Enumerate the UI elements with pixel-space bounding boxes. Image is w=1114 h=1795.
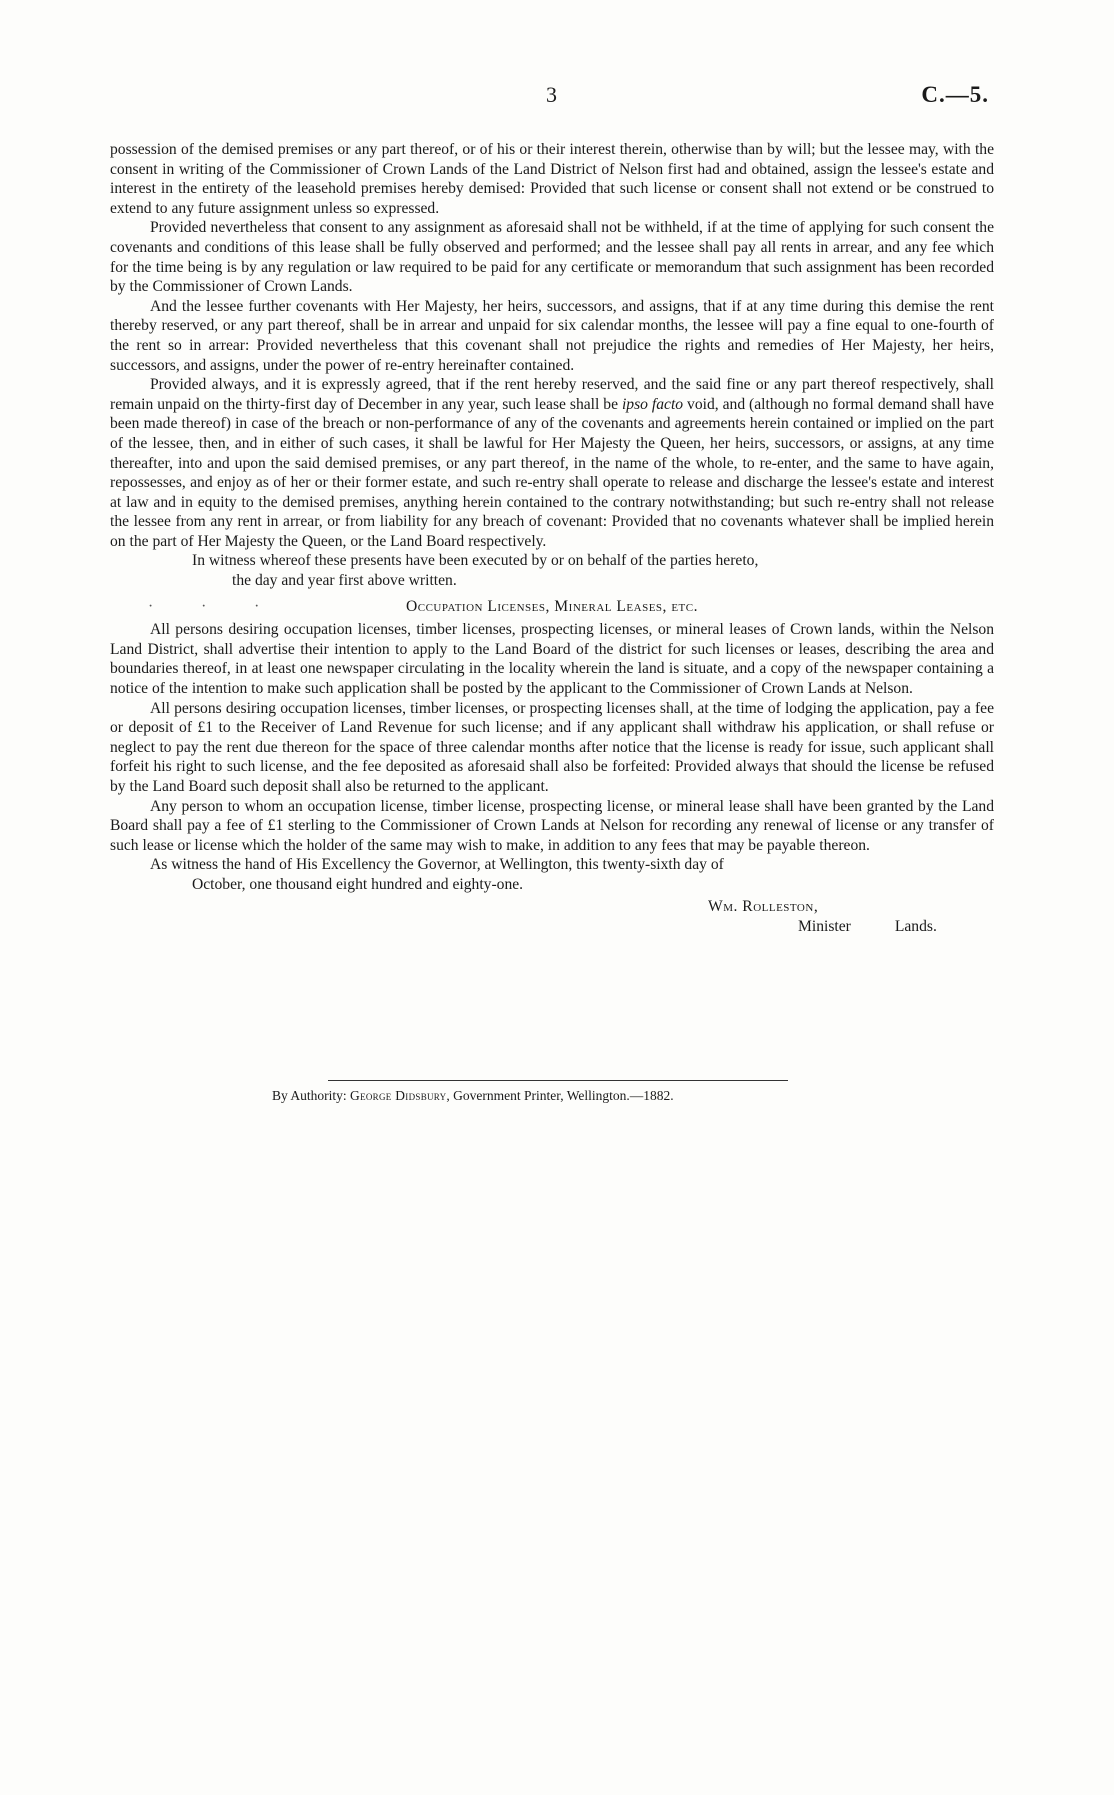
signatory-title-b: Lands.: [894, 917, 937, 935]
document-body: [110, 140, 994, 941]
governor-witness-line-1: As witness the hand of His Excellency the Governor, at Wellington, this twenty-sixth day of: [150, 856, 724, 874]
imprint-suffix: , Government Printer, Wellington.—1882.: [446, 1088, 674, 1103]
paragraph-advertise: All persons desiring occupation licenses, timber licenses, prospecting licenses, or mineral leases of Crown lands, within the Nelson Land District, shall advertise their intention to apply to the Land Board of the district for such licenses or leases, describing the area and boundaries thereof, in at least one newspaper circulating in the locality wherein the land is situate, and a copy of the newspaper containing a notice of the intention to make such application shall be posted by the applicant to the Commissioner of Crown Lands at Nelson.: [110, 621, 994, 698]
signature-block: [110, 897, 994, 941]
ipso-facto-italic: ipso facto: [621, 395, 684, 413]
paragraph-reentry: [110, 375, 994, 551]
signatory-title: [798, 917, 937, 937]
heading-dots: · · ·: [148, 597, 282, 615]
paragraph-assignment: possession of the demised premises or any part thereof, or of his or their interest therein, otherwise than by will; but the lessee may, with the consent in writing of the Commissioner of Crown Lands of the Land District of Nelson first had and obtained, assign the lessee's estate and interest in the entirety of the leasehold premises hereby demised: Provided that such license or consent shall not extend or be construed to extend to any future assignment unless so expressed.: [110, 141, 994, 217]
witness-line-2: the day and year first above written.: [232, 572, 457, 590]
document-code: C.—5.: [921, 82, 989, 107]
imprint-prefix: By Authority:: [272, 1088, 351, 1103]
printer-name: George Didsbury: [350, 1088, 447, 1103]
paragraph-reentry-text-b: void, and (although no formal demand shall have been made thereof) in case of the breach or non-performance of any of the covenants and agreements herein contained or implied on the part of the lessee, then, and in either of such cases, it shall be lawful for Her Majesty the Queen, her heirs, successors, or assigns, at any time thereafter, into and upon the said demised premises, or any part thereof, in the name of the whole, to re-enter, and the same to have again, repossesses, and enjoy as of her or their former estate, and such re-entry shall operate to release and discharge the lessee's estate and interest at law and in equity to the demised premises, anything herein contained to the contrary notwithstanding; but such re-entry shall not release the lessee from any rent in arrear, or from liability for any breach of covenant: Provided that no covenants whatever shall be implied herein on the part of Her Majesty the Queen, or the Land Board respectively.: [110, 395, 994, 550]
paragraph-consent: Provided nevertheless that consent to any assignment as aforesaid shall not be withheld, if at the time of applying for such consent the covenants and conditions of this lease shall be fully observed and performed; and the lessee shall pay all rents in arrear, and any fee which for the time being is by any regulation or law required to be paid for any certificate or memorandum that such assignment has been recorded by the Commissioner of Crown Lands.: [110, 219, 994, 296]
section-heading: [110, 597, 994, 617]
section-title: Occupation Licenses, Mineral Leases, etc.: [405, 597, 699, 615]
signatory-title-a: Minister: [798, 917, 851, 935]
page-header: [0, 82, 1114, 122]
signatory-name: Wm. Rolleston,: [708, 897, 819, 915]
paragraph-recording-fee: Any person to whom an occupation license, timber license, prospecting license, or mineral lease shall have been granted by the Land Board shall pay a fee of £1 sterling to the Commissioner of Crown Lands at Nelson for recording any renewal of license or any transfer of such lease or license which the holder of the same may wish to make, in addition to any fees that may be payable thereon.: [110, 797, 994, 854]
witness-clause: [192, 551, 994, 590]
paragraph-fine: And the lessee further covenants with Her Majesty, her heirs, successors, and assigns, that if at any time during this demise the rent thereby reserved, or any part thereof, shall be in arrear and unpaid for six calendar months, the lessee will pay a fine equal to one-fourth of the rent so in arrear: Provided nevertheless that this covenant shall not prejudice the rights and remedies of Her Majesty, her heirs, successors, and assigns, under the power of re-entry hereinafter contained.: [110, 297, 994, 374]
footer-rule: [328, 1080, 788, 1081]
governor-witness: [110, 855, 994, 894]
printer-imprint: [272, 1088, 872, 1104]
page-number: 3: [546, 82, 557, 107]
paragraph-reentry-text-a: Provided always, and it is expressly agreed, that if the rent hereby reserved, and the said fine or any part thereof respectively, shall remain unpaid on the thirty-first day of December in any year, such lease shall be: [110, 376, 994, 413]
witness-line-1: In witness whereof these presents have been executed by or on behalf of the parties hereto,: [192, 552, 759, 570]
governor-witness-line-2: October, one thousand eight hundred and eighty-one.: [192, 875, 524, 893]
paragraph-deposit: All persons desiring occupation licenses, timber licenses, or prospecting licenses shall, at the time of lodging the application, pay a fee or deposit of £1 to the Receiver of Land Revenue for such license; and if any applicant shall withdraw his application, or shall refuse or neglect to pay the rent due thereon for the space of three calendar months after notice that the license is ready for issue, such applicant shall forfeit his right to such license, and the fee deposited as aforesaid shall also be forfeited: Provided always that should the license be refused by the Land Board such deposit shall also be returned to the applicant.: [110, 699, 994, 795]
